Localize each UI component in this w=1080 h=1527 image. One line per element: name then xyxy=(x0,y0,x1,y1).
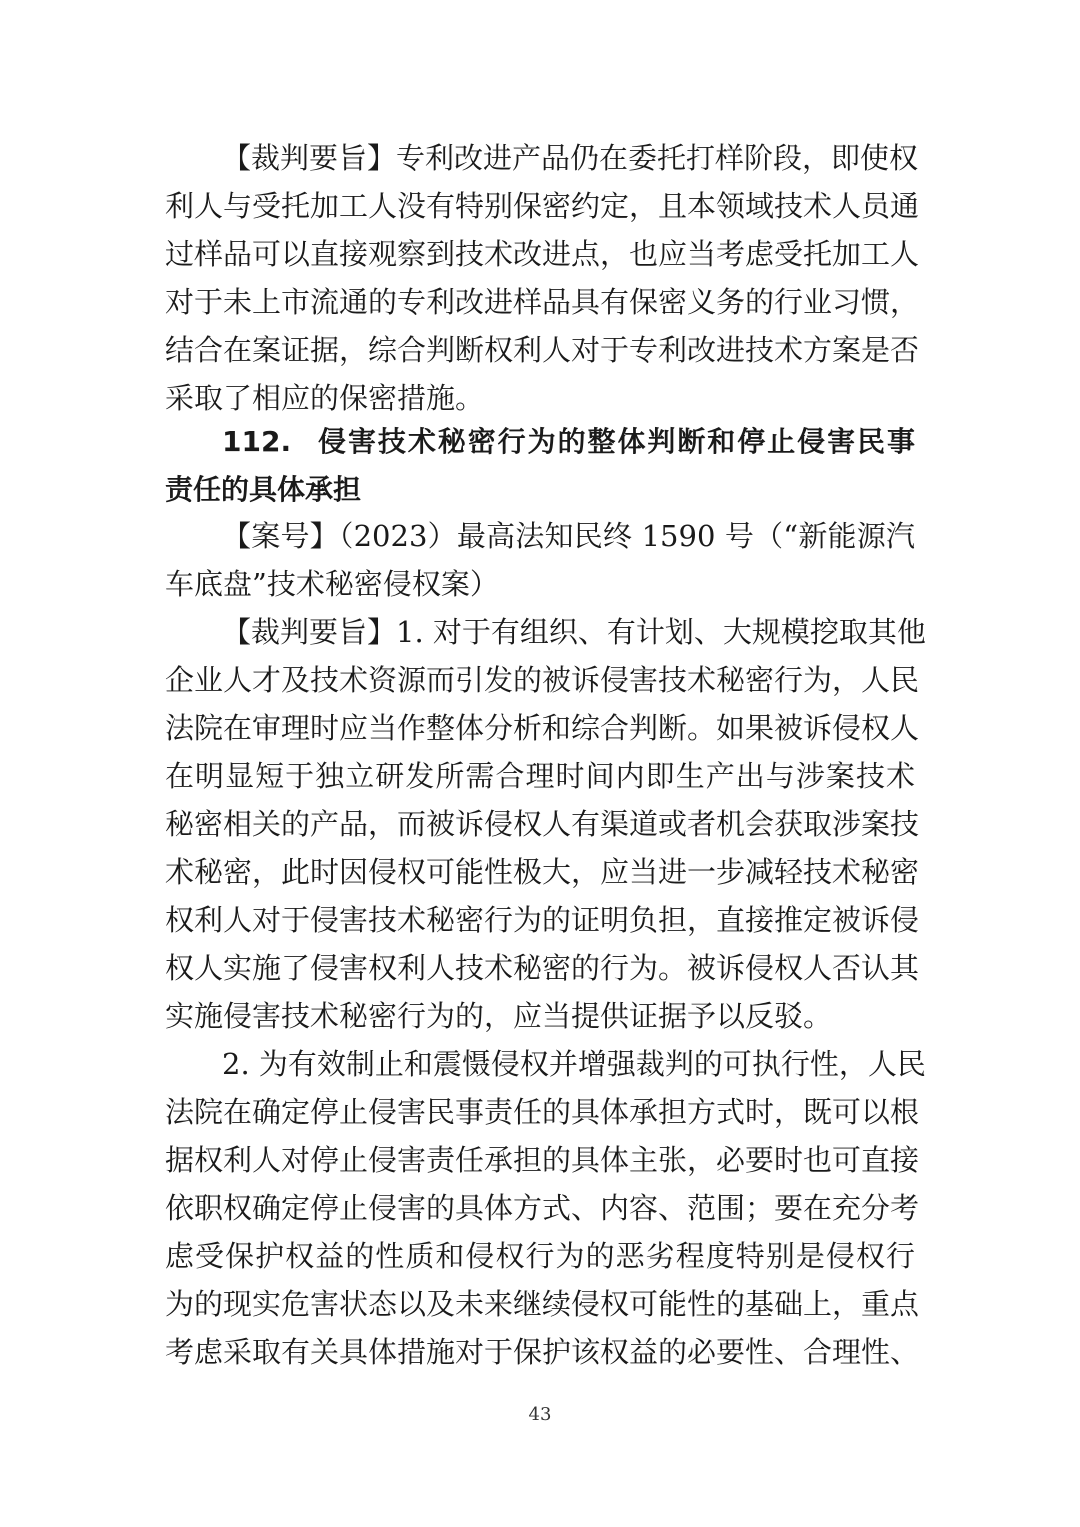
case-number-line: 车底盘”技术秘密侵权案） xyxy=(165,567,499,601)
paragraph-line: 考虑采取有关具体措施对于保护该权益的必要性、合理性、 xyxy=(165,1335,920,1369)
paragraph-line: 法院在确定停止侵害民事责任的具体承担方式时，既可以根 xyxy=(165,1095,920,1129)
paragraph-line: 过样品可以直接观察到技术改进点，也应当考虑受托加工人 xyxy=(165,237,920,271)
paragraph-line: 采取了相应的保密措施。 xyxy=(165,381,485,415)
paragraph-line: 虑受保护权益的性质和侵权行为的恶劣程度特别是侵权行 xyxy=(165,1239,915,1273)
paragraph-line: 结合在案证据，综合判断权利人对于专利改进技术方案是否 xyxy=(165,333,920,367)
section-number: 112. xyxy=(222,425,292,458)
section-heading: 侵害技术秘密行为的整体判断和停止侵害民事 xyxy=(318,425,915,458)
case-number-line: 【案号】（2023）最高法知民终 1590 号（“新能源汽 xyxy=(222,519,915,553)
paragraph-line: 据权利人对停止侵害责任承担的具体主张，必要时也可直接 xyxy=(165,1143,920,1177)
page-number: 43 xyxy=(528,1404,552,1425)
paragraph-line: 秘密相关的产品，而被诉侵权人有渠道或者机会获取涉案技 xyxy=(165,807,920,841)
paragraph-line: 对于未上市流通的专利改进样品具有保密义务的行业习惯， xyxy=(165,285,920,319)
paragraph-line: 【裁判要旨】专利改进产品仍在委托打样阶段，即使权 xyxy=(222,141,919,175)
section-heading-continued: 责任的具体承担 xyxy=(165,473,362,506)
paragraph-line: 依职权确定停止侵害的具体方式、内容、范围；要在充分考 xyxy=(165,1191,920,1225)
paragraph-line: 法院在审理时应当作整体分析和综合判断。如果被诉侵权人 xyxy=(165,711,920,745)
paragraph-line: 企业人才及技术资源而引发的被诉侵害技术秘密行为，人民 xyxy=(165,663,920,697)
paragraph-line: 实施侵害技术秘密行为的，应当提供证据予以反驳。 xyxy=(165,999,833,1033)
paragraph-line: 在明显短于独立研发所需合理时间内即生产出与涉案技术 xyxy=(165,759,915,793)
paragraph-line: 为的现实危害状态以及未来继续侵权可能性的基础上，重点 xyxy=(165,1287,920,1321)
paragraph-line: 术秘密，此时因侵权可能性极大，应当进一步减轻技术秘密 xyxy=(165,855,920,889)
paragraph-line: 权人实施了侵害权利人技术秘密的行为。被诉侵权人否认其 xyxy=(165,951,920,985)
paragraph-line: 【裁判要旨】1. 对于有组织、有计划、大规模挖取其他 xyxy=(222,615,926,649)
paragraph-line: 利人与受托加工人没有特别保密约定，且本领域技术人员通 xyxy=(165,189,920,223)
paragraph-line: 2. 为有效制止和震慑侵权并增强裁判的可执行性，人民 xyxy=(222,1047,926,1081)
paragraph-line: 权利人对于侵害技术秘密行为的证明负担，直接推定被诉侵 xyxy=(165,903,920,937)
